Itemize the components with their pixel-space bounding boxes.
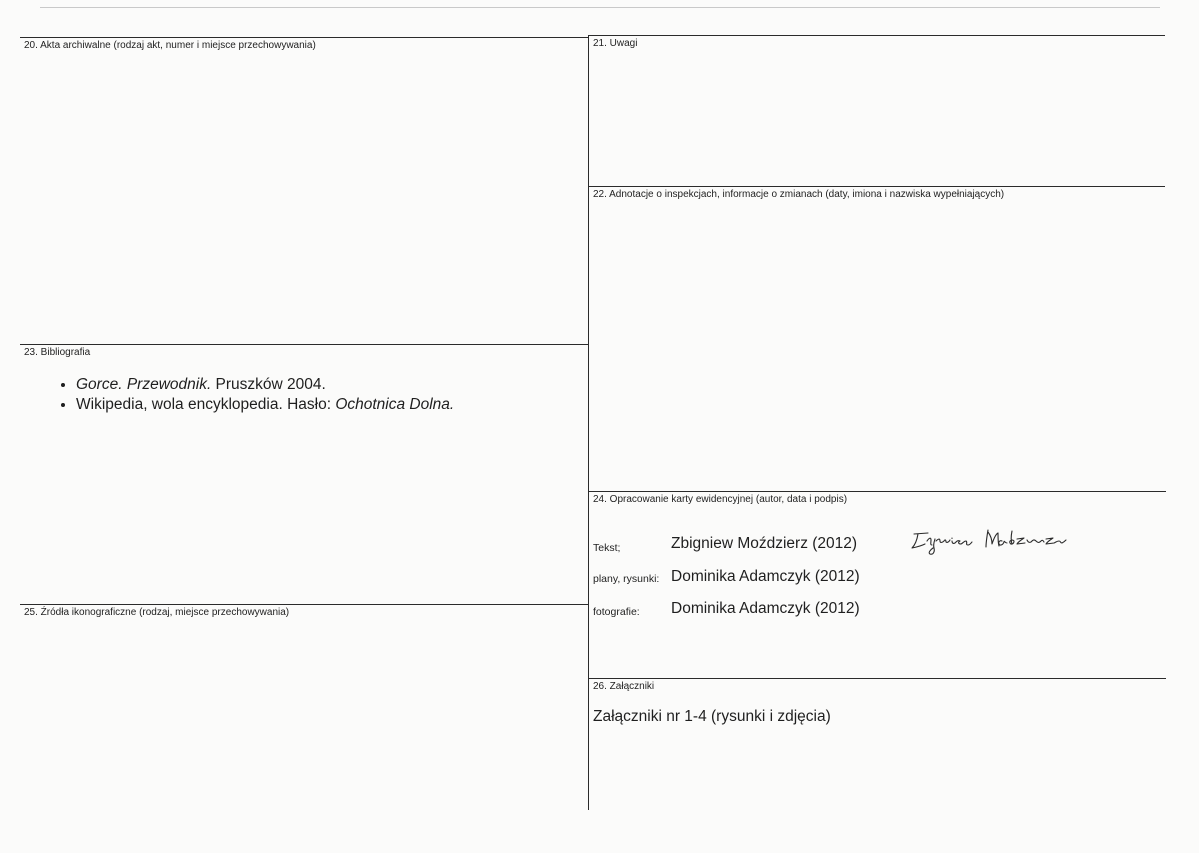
signature-image bbox=[908, 524, 1068, 560]
bibliography-item-text: Pruszków 2004. bbox=[211, 376, 326, 393]
bibliography-item-text: Wikipedia, wola encyklopedia. Hasło: bbox=[76, 396, 336, 413]
attachments-value: Załączniki nr 1-4 (rysunki i zdjęcia) bbox=[593, 708, 831, 725]
section-20-label: 20. Akta archiwalne (rodzaj akt, numer i miejsce przechowywania) bbox=[24, 40, 316, 51]
author-plans-label: plany, rysunki: bbox=[593, 573, 660, 585]
rule-top-left bbox=[20, 37, 589, 38]
rule-24 bbox=[589, 491, 1166, 492]
rule-26 bbox=[589, 678, 1166, 679]
center-divider bbox=[588, 35, 589, 810]
rule-22 bbox=[589, 186, 1165, 187]
author-photos-value: Dominika Adamczyk (2012) bbox=[671, 600, 860, 617]
bibliography-item bbox=[76, 395, 454, 415]
section-26-label: 26. Załączniki bbox=[593, 681, 655, 692]
section-25-label: 25. Źródła ikonograficzne (rodzaj, miejsce przechowywania) bbox=[24, 607, 290, 618]
author-photos-label: fotografie: bbox=[593, 606, 640, 618]
section-21-label: 21. Uwagi bbox=[593, 38, 638, 49]
rule-top-right bbox=[589, 35, 1165, 36]
author-text-value: Zbigniew Moździerz (2012) bbox=[671, 535, 858, 552]
bibliography-item-italic: Ochotnica Dolna. bbox=[335, 396, 455, 413]
bibliography-item bbox=[76, 375, 454, 395]
bibliography-list bbox=[50, 375, 454, 415]
rule-23 bbox=[20, 344, 589, 345]
section-24-label: 24. Opracowanie karty ewidencyjnej (autor, data i podpis) bbox=[593, 494, 848, 505]
rule-25 bbox=[20, 604, 589, 605]
bibliography-item-italic: Gorce. Przewodnik. bbox=[76, 376, 212, 393]
section-22-label: 22. Adnotacje o inspekcjach, informacje o zmianach (daty, imiona i nazwiska wypełniających) bbox=[593, 189, 1005, 200]
author-text-label: Tekst; bbox=[593, 542, 621, 554]
top-faint-line bbox=[40, 7, 1160, 8]
section-23-label: 23. Bibliografia bbox=[24, 347, 91, 358]
author-plans-value: Dominika Adamczyk (2012) bbox=[671, 568, 860, 585]
